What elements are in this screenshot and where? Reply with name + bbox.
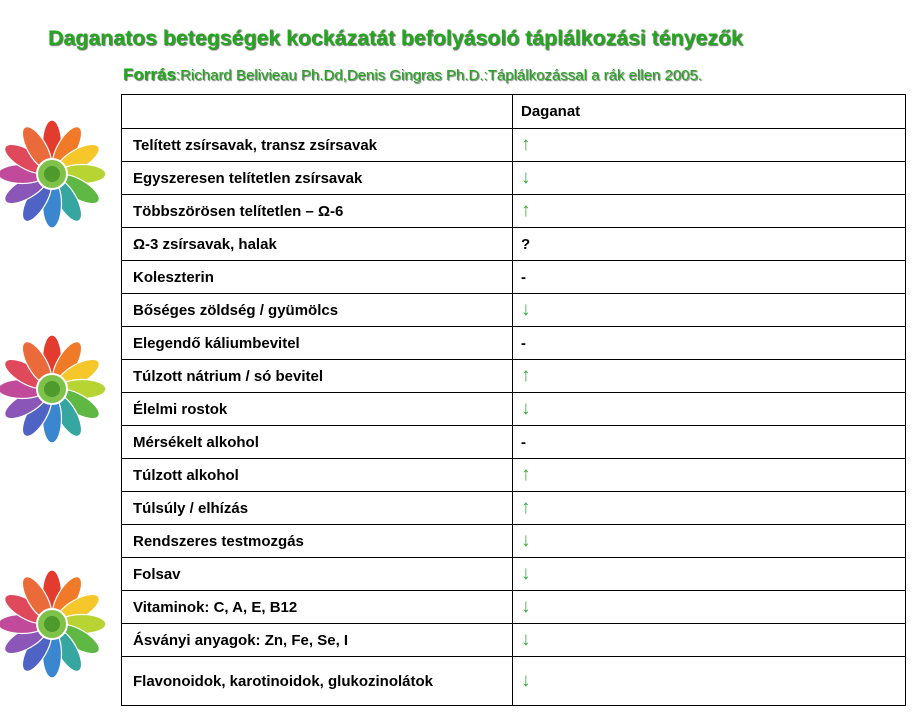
factor-cell: Túlsúly / elhízás <box>122 492 513 525</box>
table-row <box>122 393 906 426</box>
factor-cell: Flavonoidok, karotinoidok, glukozinolátok <box>122 657 513 706</box>
flower-icon <box>0 118 108 230</box>
table-row <box>122 525 906 558</box>
effect-cell <box>513 228 906 261</box>
effect-cell <box>513 195 906 228</box>
empty-header-cell <box>122 95 513 129</box>
flower-core <box>44 381 60 397</box>
source-citation <box>123 65 702 85</box>
factor-cell: Elegendő káliumbevitel <box>122 327 513 360</box>
table-row <box>122 492 906 525</box>
table-row <box>122 195 906 228</box>
factor-cell: Egyszeresen telítetlen zsírsavak <box>122 162 513 195</box>
effect-cell <box>513 129 906 162</box>
table-row <box>122 558 906 591</box>
arrow-up-icon: ↑ <box>521 497 531 518</box>
factor-cell: Ω-3 zsírsavak, halak <box>122 228 513 261</box>
effect-cell <box>513 426 906 459</box>
arrow-down-icon: ↓ <box>521 530 531 551</box>
factor-cell: Túlzott nátrium / só bevitel <box>122 360 513 393</box>
table-header-row <box>122 95 906 129</box>
factor-cell: Többszörösen telítetlen – Ω-6 <box>122 195 513 228</box>
arrow-up-icon: ↑ <box>521 134 531 155</box>
flower-icon <box>0 568 108 680</box>
table-row <box>122 624 906 657</box>
page-title: Daganatos betegségek kockázatát befolyásoló táplálkozási tényezők <box>48 26 743 50</box>
effect-cell <box>513 360 906 393</box>
factor-cell: Rendszeres testmozgás <box>122 525 513 558</box>
arrow-down-icon: ↓ <box>521 299 531 320</box>
effect-cell <box>513 327 906 360</box>
effect-cell <box>513 624 906 657</box>
table-row <box>122 426 906 459</box>
arrow-up-icon: ↑ <box>521 464 531 485</box>
effect-symbol: - <box>521 268 526 286</box>
table-row <box>122 327 906 360</box>
risk-factor-table <box>121 94 906 706</box>
factor-cell: Bőséges zöldség / gyümölcs <box>122 294 513 327</box>
table-row <box>122 129 906 162</box>
arrow-down-icon: ↓ <box>521 167 531 188</box>
effect-cell <box>513 525 906 558</box>
factor-cell: Mérsékelt alkohol <box>122 426 513 459</box>
arrow-down-icon: ↓ <box>521 398 531 419</box>
factor-cell: Túlzott alkohol <box>122 459 513 492</box>
source-label: Forrás <box>123 65 176 84</box>
factor-cell: Élelmi rostok <box>122 393 513 426</box>
flower-core <box>44 166 60 182</box>
arrow-down-icon: ↓ <box>521 670 531 691</box>
effect-cell <box>513 492 906 525</box>
effect-cell <box>513 657 906 706</box>
table-row <box>122 657 906 706</box>
factor-cell: Vitaminok: C, A, E, B12 <box>122 591 513 624</box>
effect-cell <box>513 162 906 195</box>
table-row <box>122 459 906 492</box>
effect-symbol: ? <box>521 235 531 253</box>
table-row <box>122 294 906 327</box>
flower-icon <box>0 333 108 445</box>
effect-cell <box>513 591 906 624</box>
table-row <box>122 591 906 624</box>
effect-cell <box>513 558 906 591</box>
factor-cell: Telített zsírsavak, transz zsírsavak <box>122 129 513 162</box>
arrow-up-icon: ↑ <box>521 365 531 386</box>
effect-cell <box>513 261 906 294</box>
arrow-down-icon: ↓ <box>521 596 531 617</box>
table-row <box>122 162 906 195</box>
arrow-down-icon: ↓ <box>521 629 531 650</box>
source-text: :Richard Belivieau Ph.Dd,Denis Gingras Ph.D.:Táplálkozással a rák ellen 2005. <box>175 67 703 84</box>
table-row <box>122 261 906 294</box>
table-row <box>122 360 906 393</box>
effect-cell <box>513 393 906 426</box>
effect-symbol: - <box>521 433 526 451</box>
factor-cell: Ásványi anyagok: Zn, Fe, Se, I <box>122 624 513 657</box>
flower-core <box>44 616 60 632</box>
factor-cell: Folsav <box>122 558 513 591</box>
effect-cell <box>513 459 906 492</box>
arrow-down-icon: ↓ <box>521 563 531 584</box>
table-row <box>122 228 906 261</box>
arrow-up-icon: ↑ <box>521 200 531 221</box>
effect-cell <box>513 294 906 327</box>
column-header-daganat: Daganat <box>513 95 906 129</box>
effect-symbol: - <box>521 334 526 352</box>
factor-cell: Koleszterin <box>122 261 513 294</box>
